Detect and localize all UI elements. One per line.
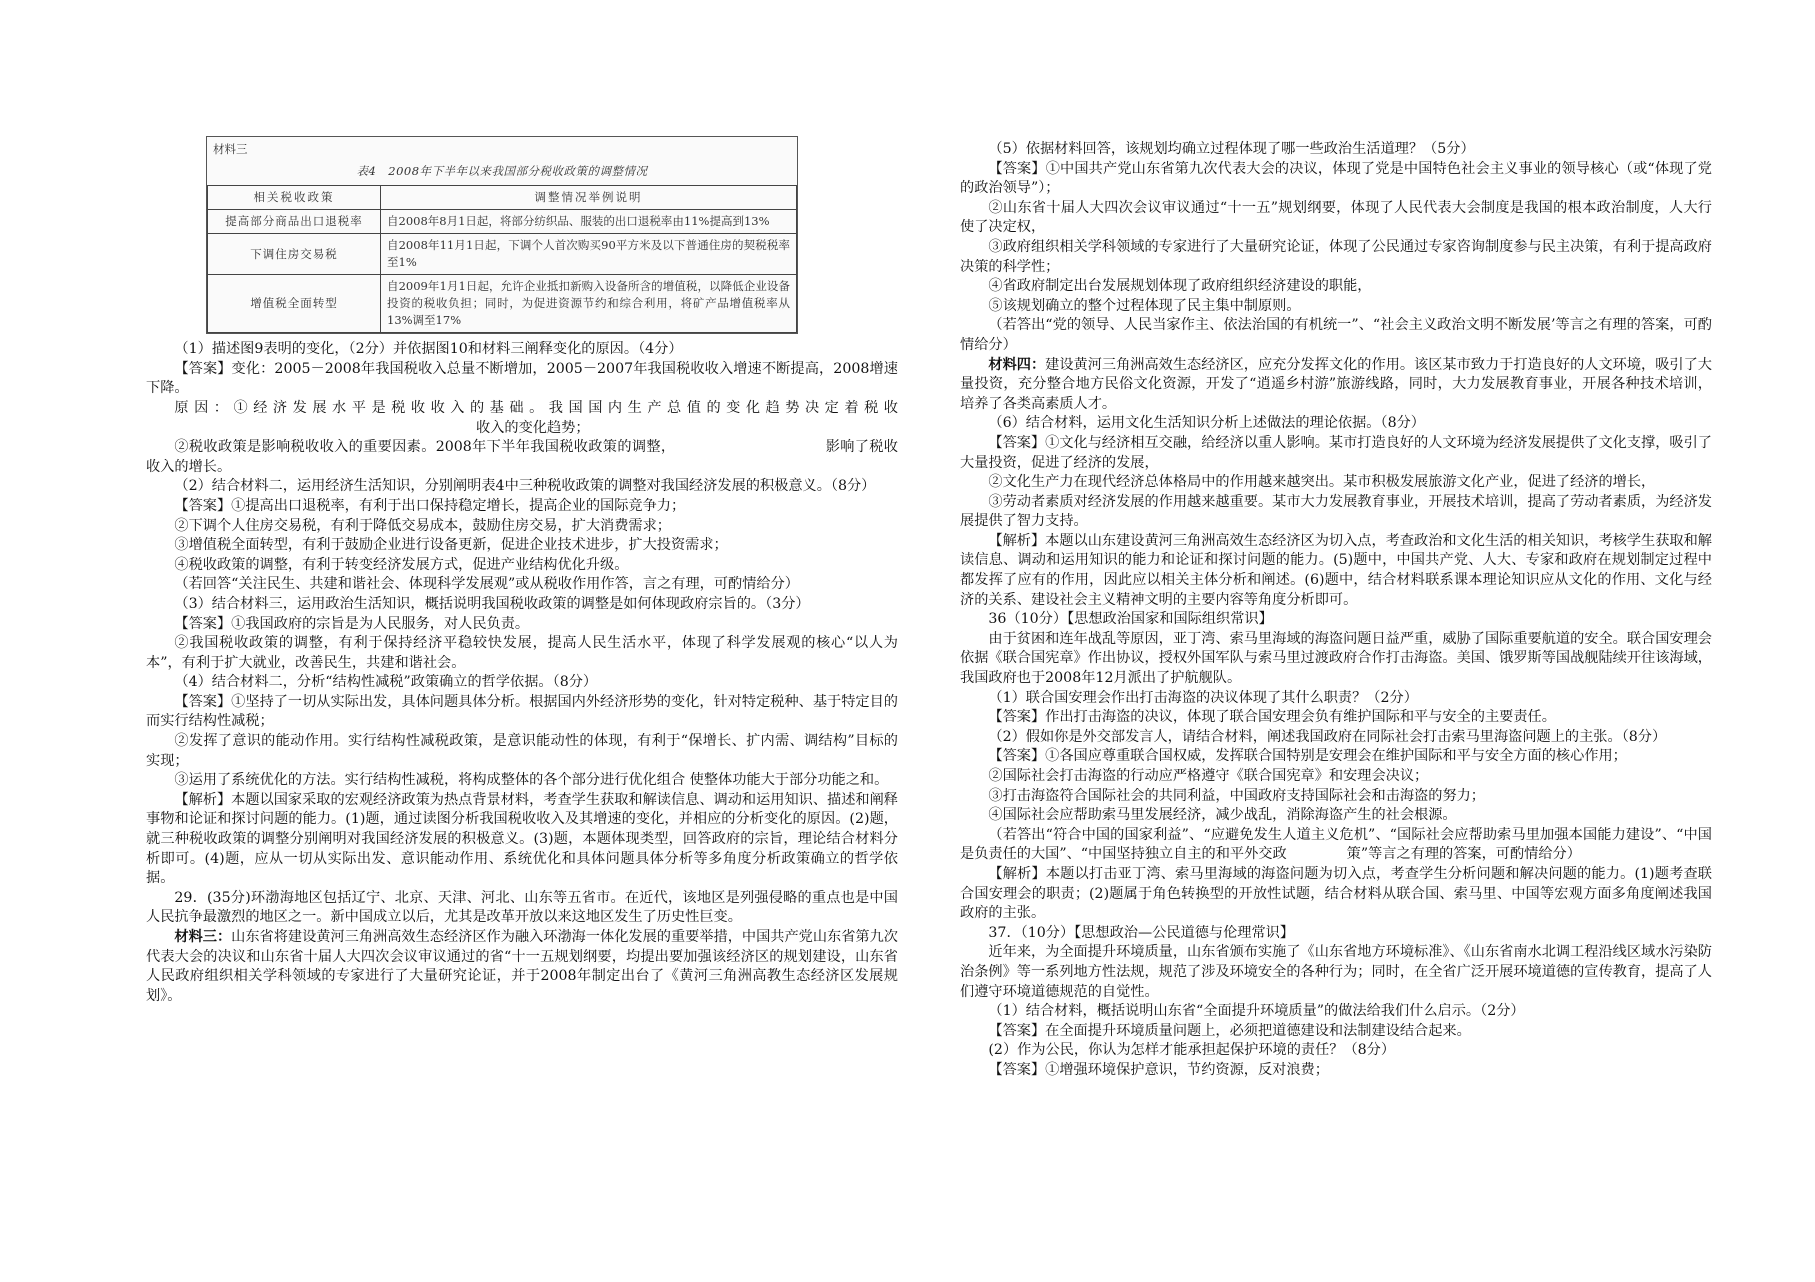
answer-paragraph: ③劳动者素质对经济发展的作用越来越重要。某市大力发展教育事业，开展技术培训，提高了劳动者素质，为经济发展提供了智力支持。 bbox=[960, 493, 1712, 530]
question-1: （1）描述图9表明的变化，（2分）并依据图10和材料三阐释变化的原因。（4分） bbox=[174, 341, 683, 358]
answer-paragraph: 【答案】①我国政府的宗旨是为人民服务，对人民负责。 bbox=[174, 615, 530, 632]
table-cell: 增值税全面转型 bbox=[208, 275, 381, 333]
table-title: 表4 2008年下半年以来我国部分税收政策的调整情况 bbox=[356, 163, 648, 178]
question-4: （4）结合材料二，分析“结构性减税”政策确立的哲学依据。（8分） bbox=[174, 674, 598, 691]
answer-paragraph: ④税收政策的调整，有利于转变经济发展方式，促进产业结构优化升级。 bbox=[174, 556, 629, 573]
tax-policy-table bbox=[207, 185, 797, 333]
question-3: （3）结合材料三，运用政治生活知识，概括说明我国税收政策的调整是如何体现政府宗旨的。（3分） bbox=[174, 595, 810, 612]
answer-paragraph: 【答案】①增强环境保护意识，节约资源，反对浪费； bbox=[988, 1061, 1329, 1078]
answer-note: （若回答“关注民生、共建和谐社会、体现科学发展观”或从税收作用作答，言之有理，可酌情给分） bbox=[174, 576, 799, 593]
answer-paragraph: ③打击海盗符合国际社会的共同利益，中国政府支持国际社会和击海盗的努力； bbox=[988, 787, 1485, 804]
table-cell: 自2008年8月1日起，将部分纺织品、服装的出口退税率由11%提高到13% bbox=[381, 210, 797, 234]
table-header-cell: 相关税收政策 bbox=[208, 186, 381, 210]
table-cell: 下调住房交易税 bbox=[208, 234, 381, 275]
answer-paragraph: ②发挥了意识的能动作用。实行结构性减税政策，是意识能动性的体现，有利于“保增长、扩内需、调结构”目标的实现； bbox=[146, 733, 898, 769]
answer-note bbox=[960, 826, 1712, 865]
material-label: 材料四： bbox=[988, 356, 1046, 373]
table-header-row bbox=[208, 186, 797, 210]
material-paragraph bbox=[146, 928, 898, 1006]
question-2: （2）结合材料二，运用经济生活知识，分别阐明表4中三种税收政策的调整对我国经济发展的积极意义。（8分） bbox=[174, 478, 876, 495]
left-column bbox=[146, 128, 898, 1006]
material-text: 山东省将建设黄河三角洲高效生态经济区作为融入环渤海一体化发展的重要举措，中国共产党山东省第九次代表大会的决议和山东省十届人大四次会议审议通过的省“十一五规划纲要，均提出要加强该经济区的规划建设，山东省人民政府组织相关学科领域的专家进行了大量研究论证，并于2008年制定出台了《黄河三角洲高教生态经济区发展规划》。 bbox=[146, 929, 898, 1004]
table-row bbox=[208, 210, 797, 234]
answer-paragraph: ②国际社会打击海盗的行动应严格遵守《联合国宪章》和安理会决议； bbox=[988, 768, 1429, 784]
question-6: （6）结合材料，运用文化生活知识分析上述做法的理论依据。（8分） bbox=[988, 415, 1425, 432]
table-row bbox=[208, 234, 797, 275]
answer-paragraph: 【答案】在全面提升环境质量问题上，必须把道德建设和法制建设结合起来。 bbox=[988, 1022, 1471, 1039]
question-36-heading: 36（10分）【思想政治国家和国际组织常识】 bbox=[988, 611, 1273, 628]
answer-paragraph: ③政府组织相关学科领域的专家进行了大量研究论证，体现了公民通过专家咨询制度参与民主决策，有利于提高政府决策的科学性； bbox=[960, 238, 1712, 275]
answer-note-text: 策”等言之有理的答案，可酌情给分） bbox=[1346, 846, 1581, 863]
answer-paragraph: ②文化生产力在现代经济总体格局中的作用越来越突出。某市积极发展旅游文化产业，促进了经济的增长， bbox=[988, 474, 1656, 491]
answer-paragraph: ⑤该规划确立的整个过程体现了民主集中制原则。 bbox=[988, 297, 1301, 314]
question-29: 29．(35分)环渤海地区包括辽宁、北京、天津、河北、山东等五省市。在近代，该地区是列强侵略的重点也是中国人民抗争最激烈的地区之一。新中国成立以后，尤其是改革开放以来这地区发生了历史性巨变。 bbox=[146, 889, 898, 926]
table-row bbox=[208, 275, 797, 333]
answer-note: （若答出“党的领导、人民当家作主、依法治国的有机统一”、“社会主义政治文明不断发展’等言之有理的答案，可酌情给分） bbox=[960, 317, 1712, 353]
answer-paragraph: 【答案】①中国共产党山东省第九次代表大会的决议，体现了党是中国特色社会主义事业的领导核心（或“体现了党的政治领导”）； bbox=[960, 160, 1712, 197]
answer-paragraph: ②山东省十届人大四次会议审议通过“十一五”规划纲要，体现了人民代表大会制度是我国的根本政治制度，人大行使了决定权， bbox=[960, 199, 1712, 236]
material-text: 建设黄河三角洲高效生态经济区，应充分发挥文化的作用。该区某市致力于打造良好的人文环境，吸引了大量投资，充分整合地方民俗文化资源，开发了“逍遥乡村游”旅游线路，同时，大力发展教育事业，开展各种技术培训，培养了各类高素质人才。 bbox=[960, 356, 1712, 412]
table-caption: 材料三 bbox=[213, 142, 248, 156]
question-5: （5）依据材料回答，该规划均确立过程体现了哪一些政治生活道理？（5分） bbox=[988, 141, 1475, 157]
answer-paragraph bbox=[146, 438, 898, 477]
analysis-paragraph: 【解析】本题以山东建设黄河三角洲高效生态经济区为切入点，考查政治和文化生活的相关知识，考核学生获取和解读信息、调动和运用知识的能力和论证和探讨问题的能力。(5)题中，中国共产党、人大、专家和政府在规划制定过程中都发挥了应有的作用，因此应以相关主体分析和阐述。(6)题中，结合材料联系课本理论知识应从文化的作用、文化与经济的关系、建设社会主义精神文明的主要内容等角度分析即可。 bbox=[960, 532, 1712, 608]
question-36-1: （1）联合国安理会作出打击海盗的决议体现了其什么职责？（2分） bbox=[988, 689, 1418, 706]
answer-paragraph: 【答案】①文化与经济相互交融，给经济以重人影响。某市打造良好的人文环境为经济发展提供了文化支撑，吸引了大量投资，促进了经济的发展， bbox=[960, 434, 1712, 471]
answer-text: 影响了税收收入的增长。 bbox=[146, 439, 898, 475]
answer-paragraph bbox=[146, 399, 898, 438]
answer-paragraph: ③运用了系统优化的方法。实行结构性减税，将构成整体的各个部分进行优化组合 使整体功能大于部分功能之和。 bbox=[174, 772, 889, 789]
analysis-paragraph: 【解析】本题以打击亚丁湾、索马里海域的海盗问题为切入点，考查学生分析问题和解决问题的能力。(1)题考查联合国安理会的职责；(2)题属于角色转换型的开放性试题，结合材料从联合国、索马里、中国等宏观方面多角度阐述我国政府的主张。 bbox=[960, 865, 1712, 922]
answer-text: ②税收政策是影响税收收入的重要因素。2008年下半年我国税收政策的调整， bbox=[174, 439, 676, 456]
question-36-2: （2）假如你是外交部发言人，请结合材料，阐述我国政府在同际社会打击索马里海盗问题上的主张。（8分） bbox=[988, 728, 1667, 745]
answer-paragraph: ④省政府制定出台发展规划体现了政府组织经济建设的职能， bbox=[988, 278, 1372, 295]
question-37-1: （1）结合材料，概括说明山东省“全面提升环境质量”的做法给我们什么启示。（2分） bbox=[988, 1003, 1525, 1020]
answer-paragraph: 【答案】作出打击海盗的决议，体现了联合国安理会负有维护国际和平与安全的主要责任。 bbox=[988, 709, 1556, 726]
table-cell: 自2008年11月1日起，下调个人首次购买90平方米及以下普通住房的契税税率至1% bbox=[381, 234, 797, 275]
scanned-tax-table bbox=[206, 136, 798, 334]
answer-paragraph: 【答案】①提高出口退税率，有利于出口保持稳定增长，提高企业的国际竞争力； bbox=[174, 497, 686, 514]
question-37-2: (2）作为公民，你认为怎样才能承担起保护环境的责任？（8分） bbox=[988, 1042, 1396, 1059]
answer-paragraph: ④国际社会应帮助索马里发展经济，减少战乱，消除海盗产生的社会根源。 bbox=[988, 807, 1457, 824]
answer-paragraph: 【答案】①坚持了一切从实际出发，具体问题具体分析。根据国内外经济形势的变化，针对特定税种、基于特定目的而实行结构性减税； bbox=[146, 693, 898, 730]
question-37-heading: 37．（10分）【思想政治—公民道德与伦理常识】 bbox=[988, 924, 1295, 941]
analysis-paragraph: 【解析】本题以国家采取的宏观经济政策为热点背景材料，考查学生获取和解读信息、调动和运用知识、描述和阐释事物和论证和探讨问题的能力。(1)题，通过读图分析我国税收收入及其增速的变化，并相应的分析变化的原因。(2)题，就三种税收政策的调整分别阐明对我国经济发展的积极意义。(3)题，本题体现类型，回答政府的宗旨，理论结合材料分析即可。(4)题，应从一切从实际出发、意识能动作用、系统优化和具体问题具体分析等多角度分析政策确立的哲学依据。 bbox=[146, 791, 898, 887]
right-column bbox=[960, 140, 1712, 1081]
material-label: 材料三： bbox=[174, 929, 232, 945]
answer-note-text: （若答出“符合中国的国家利益”、“应避免发生人道主义危机”、“国际社会应帮助索马里加强本国能力建设”、“中国是负责任的大国”、“中国坚持独立自主的和平外交政 bbox=[960, 826, 1712, 863]
answer-paragraph: 【答案】①各国应尊重联合国权威，发挥联合国特别是安理会在维护国际和平与安全方面的核心作用； bbox=[988, 748, 1627, 765]
answer-paragraph: ②我国税收政策的调整，有利于保持经济平稳较快发展，提高人民生活水平，体现了科学发展观的核心“以人为本”，有利于扩大就业，改善民生，共建和谐社会。 bbox=[146, 635, 898, 671]
answer-paragraph: ③增值税全面转型，有利于鼓励企业进行设备更新，促进企业技术进步，扩大投资需求； bbox=[174, 537, 728, 554]
material-paragraph: 由于贫困和连年战乱等原因，亚丁湾、索马里海域的海盗问题日益严重，威胁了国际重要航道的安全。联合国安理会依据《联合国宪章》作出协议，授权外国军队与索马里过渡政府合作打击海盗。美国、饿罗斯等国战舰陆续开往该海域，我国政府也于2008年12月派出了护航舰队。 bbox=[960, 630, 1712, 687]
table-header-cell: 调整情况举例说明 bbox=[381, 186, 797, 210]
answer-text: 收入的变化趋势； bbox=[476, 419, 590, 436]
material-paragraph bbox=[960, 356, 1712, 415]
table-cell: 提高部分商品出口退税率 bbox=[208, 210, 381, 234]
answer-paragraph: 【答案】变化：2005－2008年我国税收入总量不断增加，2005－2007年我国税收收入增速不断提高，2008增速下降。 bbox=[146, 360, 898, 397]
table-cell: 自2009年1月1日起，允许企业抵扣新购入设备所含的增值税，以降低企业设备投资的税收负担；同时，为促进资源节约和综合利用，将矿产品增值税率从13%调至17% bbox=[381, 275, 797, 333]
material-paragraph: 近年来，为全面提升环境质量，山东省颁布实施了《山东省地方环境标准》、《山东省南水北调工程沿线区域水污染防治条例》等一系列地方性法规，规范了涉及环境安全的各种行为；同时，在全省广泛开展环境道德的宣传教育，提高了人们遵守环境道德规范的自觉性。 bbox=[960, 944, 1712, 1000]
answer-paragraph: ②下调个人住房交易税，有利于降低交易成本，鼓励住房交易，扩大消费需求； bbox=[174, 517, 671, 534]
answer-text: 原因：①经济发展水平是税收收入的基础。我国国内生产总值的变化趋势决定着税收 bbox=[174, 399, 898, 416]
